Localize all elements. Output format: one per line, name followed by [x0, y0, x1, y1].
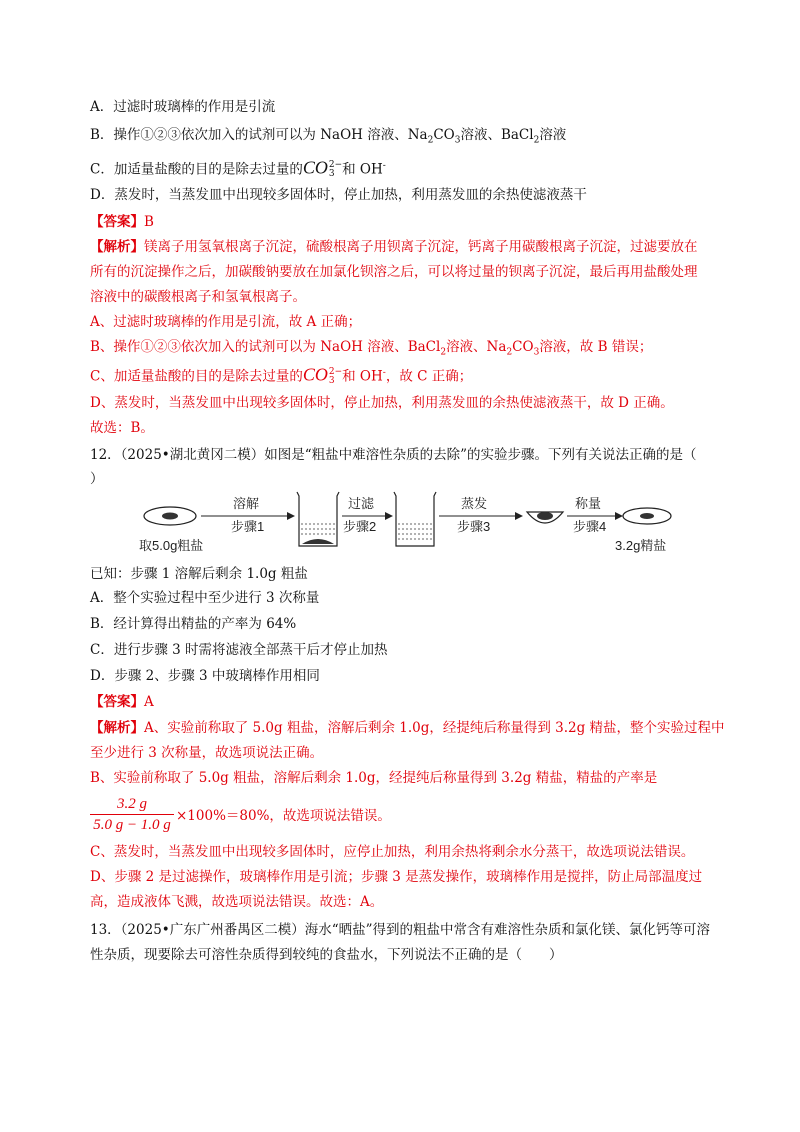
- q11-option-a: A．过滤时玻璃棒的作用是引流: [90, 99, 276, 115]
- q12-known: 已知：步骤 1 溶解后剩余 1.0g 粗盐: [90, 566, 308, 582]
- carbonate-ion: CO: [302, 157, 328, 178]
- step4-operation: 称量: [575, 496, 602, 511]
- end-label: 3.2g精盐: [615, 538, 667, 553]
- arrow-1-head: [287, 512, 295, 520]
- q13-stem-line-1: 13．（2025•广东广州番禺区二模）海水“晒盐”得到的粗盐中常含有难溶性杂质和氯化镁、氯化钙等可溶: [90, 922, 711, 938]
- step4-label: 步骤4: [573, 519, 607, 534]
- step2-operation: 过滤: [348, 496, 375, 511]
- q12-analysis-line-1: 【解析】A、实验前称取了 5.0g 粗盐，溶解后剩余 1.0g，经提纯后称量得到 3.2g 精盐，整个实验过程中: [90, 720, 725, 736]
- q11-analysis-c: C、加适量盐酸的目的是除去过量的CO 2− 3 和 OH-，故 C 正确；: [90, 364, 473, 386]
- q11-analysis-b: B、操作①②③依次加入的试剂可以为 NaOH 溶液、BaCl$_2$溶液、$Na_2CO_3$溶液，故 B 错误；: [90, 339, 653, 358]
- step1-operation: 溶解: [233, 496, 260, 511]
- q11-option-c: C．加适量盐酸的目的是除去过量的CO 2− 3 和 OH-: [90, 157, 386, 179]
- fraction-denominator: 5.0 g − 1.0 g: [93, 817, 171, 833]
- q11-option-b: B．操作①②③依次加入的试剂可以为 NaOH 溶液、$Na_2CO_3$溶液、BaCl$_2$溶液: [90, 127, 567, 146]
- q11-analysis-d: D、蒸发时，当蒸发皿中出现较多固体时，停止加热，利用蒸发皿的余热使滤液蒸干，故 D 正确。: [90, 395, 674, 411]
- q12-analysis-b: B、实验前称取了 5.0g 粗盐，溶解后剩余 1.0g，经提纯后称量得到 3.2g 精盐，精盐的产率是: [90, 770, 658, 786]
- step2-label: 步骤2: [343, 519, 377, 534]
- arrow-3-head: [515, 512, 523, 520]
- evaporating-dish: [527, 512, 563, 523]
- step1-label: 步骤1: [231, 519, 265, 534]
- q12-option-c: C．进行步骤 3 时需将滤液全部蒸干后才停止加热: [90, 642, 388, 658]
- q11-analysis-line-3: 溶液中的碳酸根离子和氢氧根离子。: [90, 289, 306, 305]
- q12-analysis-line-2: 至少进行 3 次称量，故选项说法正确。: [90, 745, 324, 761]
- q12-option-a: A．整个实验过程中至少进行 3 次称量: [90, 590, 320, 606]
- q12-option-d: D．步骤 2、步骤 3 中玻璃棒作用相同: [90, 668, 320, 684]
- beaker-filtrate: [394, 492, 436, 546]
- q11-option-d: D．蒸发时，当蒸发皿中出现较多固体时，停止加热，利用蒸发皿的余热使滤液蒸干: [90, 187, 587, 203]
- step3-label: 步骤3: [457, 519, 491, 534]
- q11-answer: 【答案】B: [90, 214, 154, 230]
- q12-answer: 【答案】A: [90, 694, 154, 710]
- q12-analysis-d-line-1: D、步骤 2 是过滤操作，玻璃棒作用是引流；步骤 3 是蒸发操作，玻璃棒作用是搅拌，防止局部温度过: [90, 869, 703, 885]
- step3-operation: 蒸发: [461, 496, 488, 511]
- q13-stem-line-2: 性杂质，现要除去可溶性杂质得到较纯的食盐水，下列说法不正确的是（ ）: [90, 947, 563, 963]
- arrow-4-head: [615, 512, 623, 520]
- start-label: 取5.0g粗盐: [139, 538, 204, 553]
- q11-analysis-line-2: 所有的沉淀操作之后，加碳酸钠要放在加氯化钡溶之后，可以将过量的钡离子沉淀，最后再用盐酸处理: [90, 264, 698, 280]
- q11-analysis-line-1: 【解析】镁离子用氢氧根离子沉淀，硫酸根离子用钡离子沉淀，钙离子用碳酸根离子沉淀，过滤要放在: [90, 239, 698, 255]
- q12-stem-line-2: ）: [90, 471, 104, 487]
- q12-option-b: B．经计算得出精盐的产率为 64%: [90, 616, 297, 632]
- arrow-2-head: [385, 512, 393, 520]
- fraction-numerator: 3.2 g: [90, 796, 174, 815]
- salt-purification-diagram: [135, 488, 675, 560]
- q11-analysis-a: A、过滤时玻璃棒的作用是引流，故 A 正确；: [90, 314, 362, 330]
- yield-fraction: [90, 796, 174, 833]
- fraction-result: ×100%＝80%，故选项说法错误。: [176, 808, 391, 824]
- beaker-dissolve: [297, 492, 339, 546]
- watch-glass-start: [144, 507, 196, 525]
- q12-analysis-d-line-2: 高，造成液体飞溅，故选项说法错误。故选：A。: [90, 894, 384, 910]
- watch-glass-end: [623, 508, 671, 524]
- q12-analysis-c: C、蒸发时，当蒸发皿中出现较多固体时，应停止加热，利用余热将剩余水分蒸干，故选项说法错误。: [90, 844, 695, 860]
- q12-stem-line-1: 12．（2025•湖北黄冈二模）如图是“粗盐中难溶性杂质的去除”的实验步骤。下列有关说法正确的是（: [90, 447, 697, 463]
- q11-conclusion: 故选：B。: [90, 420, 154, 436]
